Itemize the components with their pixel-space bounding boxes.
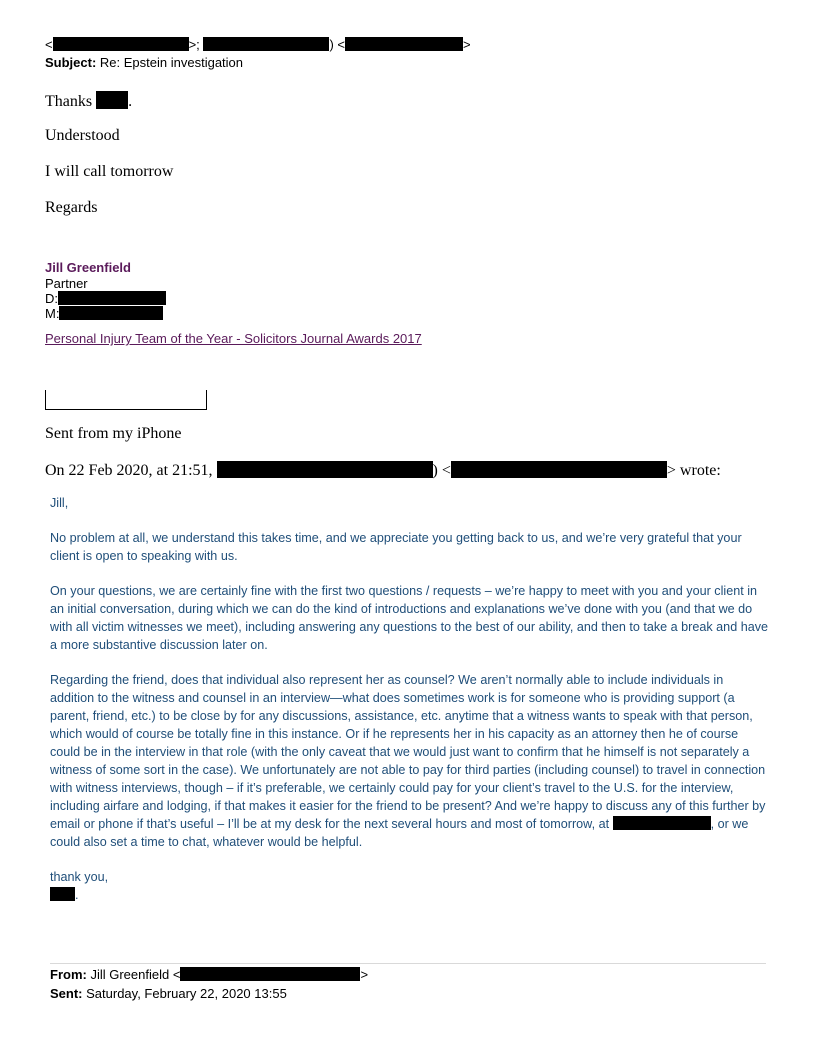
image-placeholder	[45, 390, 207, 410]
quoted-paragraph	[50, 671, 768, 851]
reply-line: Regards	[45, 199, 98, 216]
sig-end: .	[75, 888, 79, 902]
separator: >;	[188, 37, 200, 52]
quote-wrote: > wrote:	[666, 462, 721, 479]
redaction	[96, 91, 128, 109]
quoted-signature	[50, 886, 768, 904]
separator: ) <	[329, 37, 345, 52]
quoted-message	[50, 494, 768, 904]
subject-value: Re: Epstein investigation	[99, 55, 244, 70]
reply-line: I will call tomorrow	[45, 163, 174, 180]
quoted-paragraph-part: , or we could also set a time to chat, whatever would be helpful.	[50, 817, 749, 849]
quoted-paragraph: No problem at all, we understand this takes time, and we appreciate you getting back to us, and we’re very grateful that your client is open to speaking with us.	[50, 531, 742, 563]
redaction	[345, 37, 463, 51]
sent-value: Saturday, February 22, 2020 13:55	[86, 986, 287, 1001]
from-line	[50, 967, 368, 982]
thanks-end: .	[128, 93, 133, 110]
quoted-paragraph-part: Regarding the friend, does that individual also represent her as counsel? We aren’t normally able to include individuals in addition to the witness and counsel in an interview—what does sometimes work is for someone who is providing support (a parent, friend, etc.) to be close by for any discussions, assistance, etc. anytime that a witness wants to speak with that person, which would of course be totally fine in this instance. Or if he represents her in his capacity as an attorney then he of course could be in the interview in that role (with the only caveat that we would just want to confirm that he himself is not separately a witness of some sort in the case). We unfortunately are not able to pay for third parties (including counsel) to travel in connection with witness interviews, though – if it’s preferable, we certainly could pay for your client’s travel to the U.S. for the interview, including airfare and lodging, if that makes it easier for the friend to be present? And we’re happy to discuss any of this further by email or phone if that’s useful – I’ll be at my desk for the next several hours and most of tomorrow, at	[50, 673, 766, 831]
from-value: Jill Greenfield <	[90, 967, 181, 982]
redaction	[217, 461, 433, 478]
sent-label: Sent:	[50, 986, 83, 1001]
redaction	[50, 887, 75, 901]
subject-line	[45, 55, 243, 70]
redaction	[451, 461, 667, 478]
redaction	[180, 967, 360, 981]
signature-mobile-line	[45, 306, 163, 321]
sent-from-iphone: Sent from my iPhone	[45, 425, 182, 442]
signature-name: Jill Greenfield	[45, 260, 131, 275]
mobile-label: M:	[45, 306, 60, 321]
quoted-paragraph: On your questions, we are certainly fine with the first two questions / requests – we’re happy to meet with you and your client in an initial conversation, during which we can do the kind of introductions and explanations we’ve done with you (and that we do with all victim witnesses we meet), including answering any questions to the best of our ability, and then to take a break and have a more substantive discussion later on.	[50, 584, 769, 652]
quote-date: On 22 Feb 2020, at 21:51,	[45, 462, 213, 479]
recipients-line	[45, 37, 471, 52]
reply-thanks	[45, 91, 132, 111]
quoted-greeting: Jill,	[50, 496, 69, 510]
signature-direct-line	[45, 291, 166, 306]
redaction	[53, 37, 189, 51]
redaction	[613, 816, 711, 830]
redaction	[59, 306, 163, 320]
thanks-text: Thanks	[45, 93, 93, 110]
subject-label: Subject:	[45, 55, 97, 70]
quoted-closing: thank you,	[50, 870, 109, 884]
award-link[interactable]: Personal Injury Team of the Year - Solicitors Journal Awards 2017	[45, 331, 422, 346]
separator: ) <	[432, 462, 451, 479]
gt-char: >	[462, 37, 471, 52]
quote-header	[45, 461, 721, 480]
lt-char: <	[45, 37, 53, 52]
divider	[50, 963, 766, 964]
direct-label: D:	[45, 291, 58, 306]
from-label: From:	[50, 967, 87, 982]
sent-line	[50, 986, 287, 1001]
gt-char: >	[360, 967, 369, 982]
redaction	[203, 37, 329, 51]
redaction	[58, 291, 166, 305]
signature-title: Partner	[45, 276, 88, 291]
reply-line: Understood	[45, 127, 120, 144]
